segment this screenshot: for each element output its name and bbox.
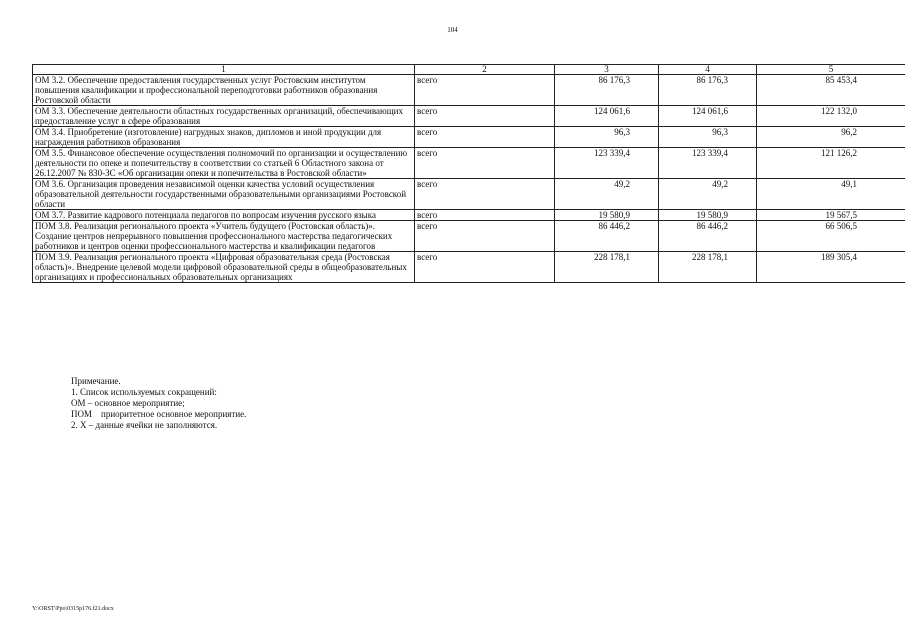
note-line: ПОМ приоритетное основное мероприятие. [71, 409, 247, 419]
table-row [33, 75, 905, 106]
file-path-footer: Y:\ORST\Ppo\0315p176.f21.docx [32, 606, 114, 612]
activity-name-cell: ОМ 3.5. Финансовое обеспечение осуществления полномочий по организации и осуществлению деятельности по опеке и попечительству в соответствии со статьей 6 Областного закона от 26.12.2007 № 830-ЗС «Об организации опеки и попечительства в Ростовской области» [33, 148, 415, 179]
value-cell-col3: 228 178,1 [555, 252, 659, 283]
value-cell-col5: 121 126,2 [757, 148, 905, 179]
column-header: 5 [757, 65, 905, 75]
value-cell-col3: 49,2 [555, 179, 659, 210]
value-cell-col3: 86 446,2 [555, 221, 659, 252]
table-row [33, 127, 905, 148]
funding-type-cell: всего [415, 148, 555, 179]
activity-name-cell: ОМ 3.4. Приобретение (изготовление) нагрудных знаков, дипломов и иной продукции для награждения работников образования [33, 127, 415, 148]
funding-type-cell: всего [415, 252, 555, 283]
note-line: 2. Х – данные ячейки не заполняются. [71, 420, 218, 430]
activity-name-cell: ОМ 3.2. Обеспечение предоставления государственных услуг Ростовским институтом повышения квалификации и профессиональной переподготовки работников образования Ростовской области [33, 75, 415, 106]
column-header: 2 [415, 65, 555, 75]
value-cell-col5: 122 132,0 [757, 106, 905, 127]
value-cell-col4: 19 580,9 [659, 210, 757, 221]
value-cell-col5: 66 506,5 [757, 221, 905, 252]
table-row [33, 106, 905, 127]
value-cell-col5: 96,2 [757, 127, 905, 148]
notes-heading: Примечание. [71, 376, 121, 386]
activity-name-cell: ПОМ 3.8. Реализация регионального проекта «Учитель будущего (Ростовская область)». Создание центров непрерывного повышения профессионального мастерства педагогических работников и центров оценки профессионального мастерства и квалификации педагогов [33, 221, 415, 252]
value-cell-col3: 123 339,4 [555, 148, 659, 179]
value-cell-col4: 86 446,2 [659, 221, 757, 252]
expenses-table [32, 64, 905, 283]
activity-name-cell: ОМ 3.7. Развитие кадрового потенциала педагогов по вопросам изучения русского языка [33, 210, 415, 221]
table-row [33, 179, 905, 210]
value-cell-col5: 49,1 [757, 179, 905, 210]
value-cell-col4: 228 178,1 [659, 252, 757, 283]
funding-type-cell: всего [415, 75, 555, 106]
value-cell-col5: 189 305,4 [757, 252, 905, 283]
column-header: 4 [659, 65, 757, 75]
funding-type-cell: всего [415, 127, 555, 148]
activity-name-cell: ОМ 3.6. Организация проведения независимой оценки качества условий осуществления образовательной деятельности государственными образовательными организациями Ростовской области [33, 179, 415, 210]
page-number: 104 [447, 26, 458, 34]
value-cell-col3: 86 176,3 [555, 75, 659, 106]
funding-type-cell: всего [415, 210, 555, 221]
value-cell-col4: 96,3 [659, 127, 757, 148]
notes-block [71, 376, 246, 431]
column-header: 1 [33, 65, 415, 75]
value-cell-col3: 96,3 [555, 127, 659, 148]
value-cell-col3: 19 580,9 [555, 210, 659, 221]
value-cell-col3: 124 061,6 [555, 106, 659, 127]
value-cell-col4: 86 176,3 [659, 75, 757, 106]
funding-type-cell: всего [415, 221, 555, 252]
activity-name-cell: ПОМ 3.9. Реализация регионального проекта «Цифровая образовательная среда (Ростовская область)». Внедрение целевой модели цифровой образовательной среды в общеобразовательных организациях и профессиональных образовательных организациях [33, 252, 415, 283]
value-cell-col5: 85 453,4 [757, 75, 905, 106]
table-row [33, 252, 905, 283]
value-cell-col5: 19 567,5 [757, 210, 905, 221]
table-row [33, 210, 905, 221]
column-header: 3 [555, 65, 659, 75]
table-row [33, 221, 905, 252]
note-line: ОМ – основное мероприятие; [71, 398, 185, 408]
table-header-row [33, 65, 905, 75]
value-cell-col4: 123 339,4 [659, 148, 757, 179]
funding-type-cell: всего [415, 179, 555, 210]
table-row [33, 148, 905, 179]
note-line: 1. Список используемых сокращений: [71, 387, 217, 397]
value-cell-col4: 124 061,6 [659, 106, 757, 127]
value-cell-col4: 49,2 [659, 179, 757, 210]
funding-type-cell: всего [415, 106, 555, 127]
activity-name-cell: ОМ 3.3. Обеспечение деятельности областных государственных организаций, обеспечивающих предоставление услуг в сфере образования [33, 106, 415, 127]
